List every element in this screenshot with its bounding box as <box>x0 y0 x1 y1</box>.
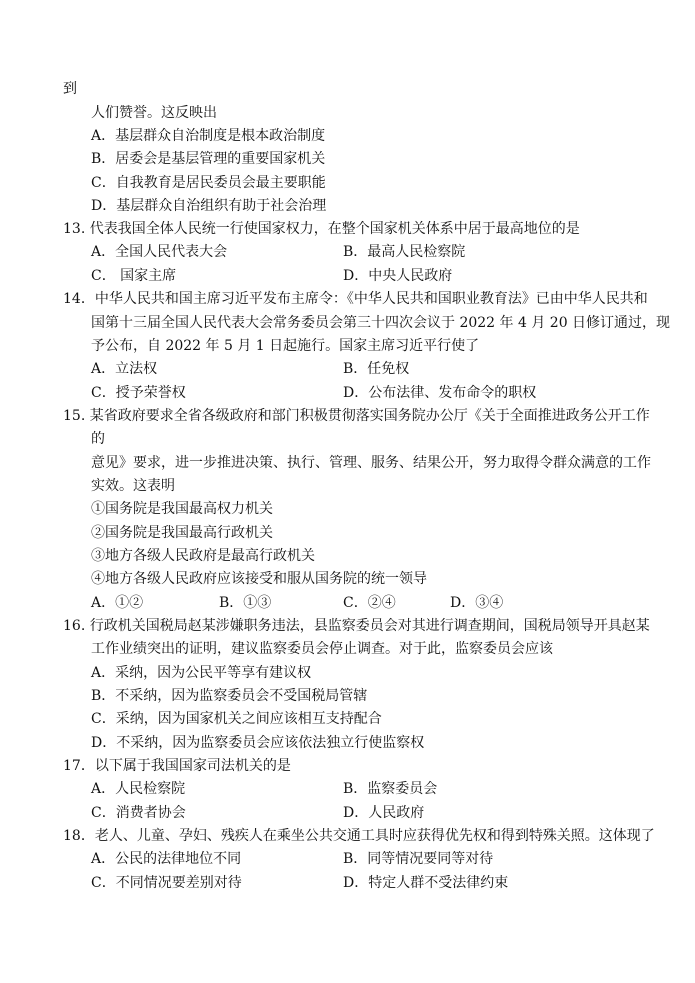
q15-statement-4: ④地方各级人民政府应该接受和服从国务院的统一领导 <box>91 571 427 587</box>
q15-stem-line: 意见》要求，进一步推进决策、执行、管理、服务、结果公开，努力取得令群众满意的工作 <box>91 455 651 471</box>
q18-option-d: D．特定人群不受法律约束 <box>343 875 509 891</box>
q16-option-c: C．采纳，因为国家机关之间应该相互支持配合 <box>91 711 382 727</box>
q13-option-b: B．最高人民检察院 <box>343 244 466 260</box>
q12-option-d: D．基层群众自治组织有助于社会治理 <box>91 198 327 214</box>
q17-stem: 17．以下属于我国国家司法机关的是 <box>63 758 291 774</box>
fragment-line: 人们赞誉。这反映出 <box>91 105 217 121</box>
q14-stem-line: 国第十三届全国人民代表大会常务委员会第三十四次会议于 2022 年 4 月 20 日修订通过，现 <box>91 315 671 331</box>
q18-option-b: B．同等情况要同等对待 <box>343 851 494 867</box>
q16-stem-line: 工作业绩突出的证明，建议监察委员会停止调查。对于此，监察委员会应该 <box>91 641 553 657</box>
q15-stem-line: 的 <box>91 431 105 447</box>
q17-option-c: C．消费者协会 <box>91 805 186 821</box>
q16-option-a: A．采纳，因为公民平等享有建议权 <box>91 665 312 681</box>
q15-option-d: D．③④ <box>450 595 504 611</box>
q14-option-c: C．授予荣誉权 <box>91 385 186 401</box>
q18-stem: 18．老人、儿童、孕妇、残疾人在乘坐公共交通工具时应获得优先权和得到特殊关照。这体现了 <box>63 828 655 844</box>
q15-option-c: C．②④ <box>343 595 396 611</box>
q17-option-d: D．人民政府 <box>343 805 425 821</box>
q15-stem-line: 实效。这表明 <box>91 478 175 494</box>
q15-statement-2: ②国务院是我国最高行政机关 <box>91 525 273 541</box>
q17-option-b: B．监察委员会 <box>343 781 438 797</box>
q13-stem: 13. 代表我国全体人民统一行使国家权力，在整个国家机关体系中居于最高地位的是 <box>63 221 580 237</box>
q13-option-d: D．中央人民政府 <box>343 268 453 284</box>
q18-option-a: A．公民的法律地位不同 <box>91 851 242 867</box>
q12-option-a: A．基层群众自治制度是根本政治制度 <box>91 128 326 144</box>
q14-option-d: D．公布法律、发布命令的职权 <box>343 385 537 401</box>
q12-option-b: B．居委会是基层管理的重要国家机关 <box>91 151 326 167</box>
q16-option-b: B．不采纳，因为监察委员会不受国税局管辖 <box>91 688 368 704</box>
q14-option-b: B．任免权 <box>343 361 410 377</box>
q16-option-d: D．不采纳，因为监察委员会应该依法独立行使监察权 <box>91 735 425 751</box>
q15-stem-line: 15. 某省政府要求全省各级政府和部门积极贯彻落实国务院办公厅《关于全面推进政务公开工作 <box>63 408 650 424</box>
q14-stem-line: 14．中华人民共和国主席习近平发布主席令：《中华人民共和国职业教育法》已由中华人民共和 <box>63 291 648 307</box>
fragment-line: 到 <box>63 81 77 97</box>
q15-statement-1: ①国务院是我国最高权力机关 <box>91 501 273 517</box>
q14-option-a: A．立法权 <box>91 361 158 377</box>
q13-option-a: A．全国人民代表大会 <box>91 244 228 260</box>
q15-statement-3: ③地方各级人民政府是最高行政机关 <box>91 548 315 564</box>
q14-stem-line: 予公布，自 2022 年 5 月 1 日起施行。国家主席习近平行使了 <box>91 338 480 354</box>
q15-option-a: A．①② <box>91 595 144 611</box>
q17-option-a: A．人民检察院 <box>91 781 186 797</box>
q18-option-c: C．不同情况要差别对待 <box>91 875 242 891</box>
q16-stem-line: 16. 行政机关国税局赵某涉嫌职务违法，县监察委员会对其进行调查期间，国税局领导开具赵某 <box>63 618 650 634</box>
q13-option-c: C． 国家主席 <box>91 268 177 284</box>
q15-option-b: B．①③ <box>219 595 272 611</box>
q12-option-c: C．自我教育是居民委员会最主要职能 <box>91 175 326 191</box>
